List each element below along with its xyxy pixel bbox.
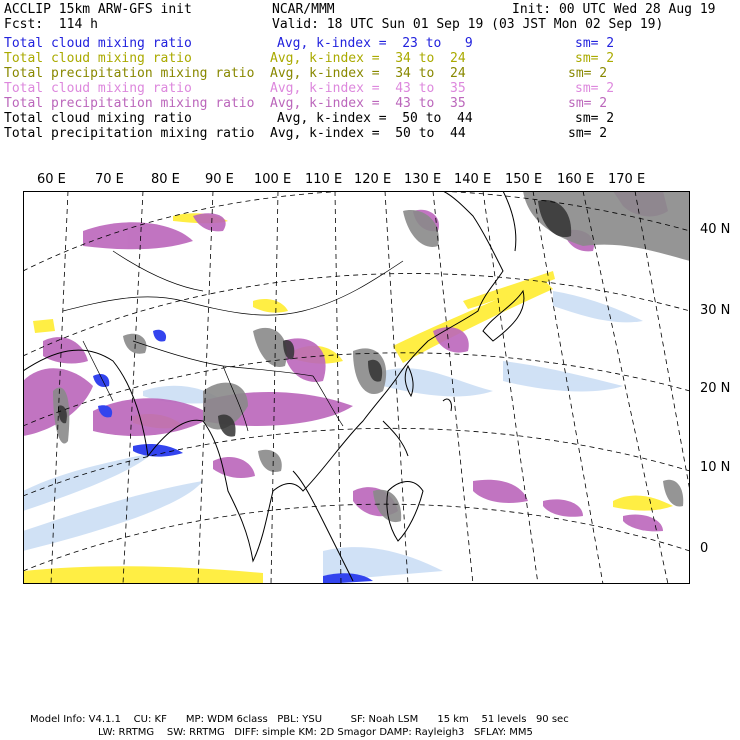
field-sm: sm= 2 <box>575 51 615 66</box>
lon-label: 170 E <box>608 172 646 187</box>
lon-label: 100 E <box>254 172 292 187</box>
light-cloud-layer <box>23 291 643 581</box>
lat-label: 30 N <box>700 303 731 318</box>
field-name: Total cloud mixing ratio <box>4 36 192 51</box>
forecast-map <box>23 191 690 584</box>
field-name: Total precipitation mixing ratio <box>4 126 255 141</box>
init-time: Init: 00 UTC Wed 28 Aug 19 <box>512 2 716 17</box>
field-sm: sm= 2 <box>568 66 608 81</box>
field-sm: sm= 2 <box>568 96 608 111</box>
lon-label: 110 E <box>305 172 343 187</box>
field-name: Total cloud mixing ratio <box>4 51 192 66</box>
field-sm: sm= 2 <box>575 111 615 126</box>
lat-label: 10 N <box>700 460 731 475</box>
valid-time: Valid: 18 UTC Sun 01 Sep 19 (03 JST Mon 02 Sep 19) <box>272 17 664 32</box>
lon-label: 150 E <box>505 172 543 187</box>
model-title: ACCLIP 15km ARW-GFS init <box>4 2 192 17</box>
lon-label: 140 E <box>454 172 492 187</box>
field-avg: Avg, k-index = 43 to 35 <box>270 96 466 111</box>
lon-label: 120 E <box>354 172 392 187</box>
model-info-line1: Model Info: V4.1.1 CU: KF MP: WDM 6class PBL: YSU SF: Noah LSM 15 km 51 levels 90 sec <box>30 714 569 725</box>
field-name: Total precipitation mixing ratio <box>4 96 255 111</box>
lat-label: 0 <box>700 541 709 556</box>
center-label: NCAR/MMM <box>272 2 335 17</box>
field-avg: Avg, k-index = 34 to 24 <box>270 51 466 66</box>
field-sm: sm= 2 <box>568 126 608 141</box>
field-sm: sm= 2 <box>575 81 615 96</box>
field-name: Total precipitation mixing ratio <box>4 66 255 81</box>
lon-label: 90 E <box>205 172 234 187</box>
field-avg: Avg, k-index = 23 to 9 <box>277 36 473 51</box>
magenta-precip-layer <box>23 191 668 531</box>
field-avg: Avg, k-index = 50 to 44 <box>277 111 473 126</box>
field-avg: Avg, k-index = 34 to 24 <box>270 66 466 81</box>
field-avg: Avg, k-index = 50 to 44 <box>270 126 466 141</box>
yellow-precip-layer <box>23 213 673 584</box>
lat-label: 40 N <box>700 222 731 237</box>
model-info-line2: LW: RRTMG SW: RRTMG DIFF: simple KM: 2D Smagor DAMP: Rayleigh3 SFLAY: MM5 <box>98 727 533 738</box>
lon-label: 60 E <box>37 172 66 187</box>
lon-label: 70 E <box>95 172 124 187</box>
field-name: Total cloud mixing ratio <box>4 81 192 96</box>
field-avg: Avg, k-index = 43 to 35 <box>270 81 466 96</box>
field-sm: sm= 2 <box>575 36 615 51</box>
lat-label: 20 N <box>700 381 731 396</box>
forecast-hour: Fcst: 114 h <box>4 17 98 32</box>
lon-label: 160 E <box>557 172 595 187</box>
field-name: Total cloud mixing ratio <box>4 111 192 126</box>
lon-label: 80 E <box>151 172 180 187</box>
lon-label: 130 E <box>404 172 442 187</box>
